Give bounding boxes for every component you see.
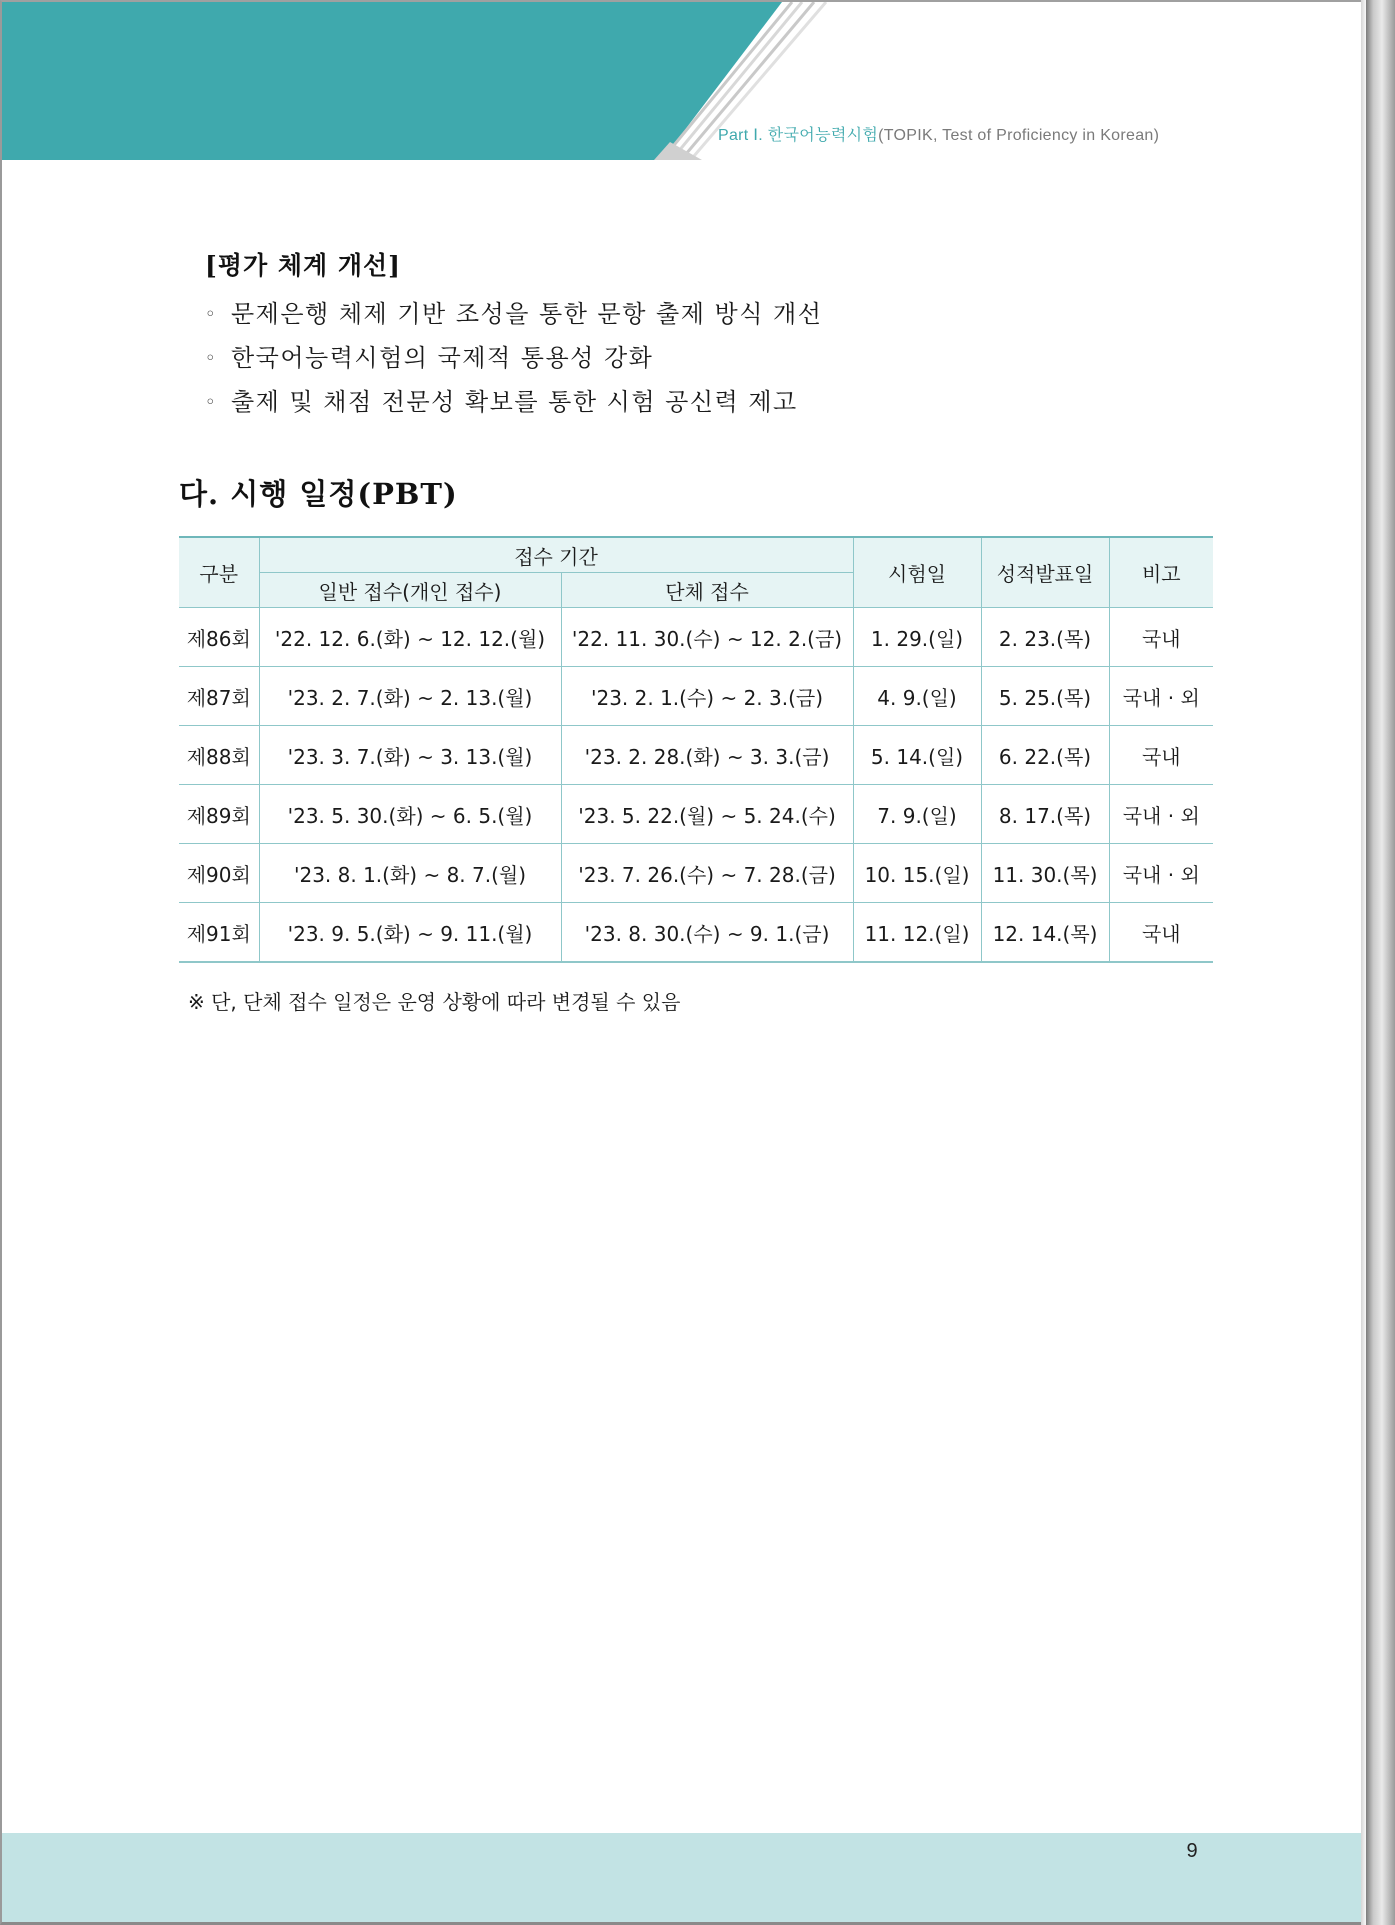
cell-general: '22. 12. 6.(화) ~ 12. 12.(월) [259,608,561,667]
cell-exam: 7. 9.(일) [853,785,981,844]
page-edge [1366,0,1395,1925]
schedule-note: ※ 단, 단체 접수 일정은 운영 상황에 따라 변경될 수 있음 [188,990,681,1014]
cell-group: '23. 2. 1.(수) ~ 2. 3.(금) [561,667,853,726]
running-header [718,122,1159,145]
header-banner [2,2,1366,160]
cell-result: 11. 30.(목) [981,844,1109,903]
header-remarks: 비고 [1109,537,1213,608]
header-registration-period: 접수 기간 [259,537,853,573]
cell-result: 12. 14.(목) [981,903,1109,963]
cell-group: '23. 2. 28.(화) ~ 3. 3.(금) [561,726,853,785]
bullet-icon: ◦ [205,348,218,369]
header-group: 단체 접수 [561,573,853,608]
table-row [179,903,1213,963]
cell-note: 국내 [1109,726,1213,785]
cell-result: 5. 25.(목) [981,667,1109,726]
cell-note: 국내 [1109,608,1213,667]
header-result-date: 성적발표일 [981,537,1109,608]
header-exam-date: 시험일 [853,537,981,608]
cell-exam: 10. 15.(일) [853,844,981,903]
cell-round: 제88회 [179,726,259,785]
list-item: ◦ 한국어능력시험의 국제적 통용성 강화 [205,336,822,380]
cell-round: 제90회 [179,844,259,903]
cell-general: '23. 5. 30.(화) ~ 6. 5.(월) [259,785,561,844]
cell-round: 제86회 [179,608,259,667]
cell-general: '23. 8. 1.(화) ~ 8. 7.(월) [259,844,561,903]
cell-round: 제89회 [179,785,259,844]
cell-note: 국내 · 외 [1109,844,1213,903]
header-general: 일반 접수(개인 접수) [259,573,561,608]
page-number: 9 [1186,1840,1198,1862]
cell-result: 2. 23.(목) [981,608,1109,667]
part-label: Part Ⅰ. 한국어능력시험 [718,127,879,144]
cell-group: '23. 5. 22.(월) ~ 5. 24.(수) [561,785,853,844]
cell-note: 국내 [1109,903,1213,963]
cell-result: 8. 17.(목) [981,785,1109,844]
cell-round: 제87회 [179,667,259,726]
cell-exam: 11. 12.(일) [853,903,981,963]
cell-result: 6. 22.(목) [981,726,1109,785]
cell-general: '23. 2. 7.(화) ~ 2. 13.(월) [259,667,561,726]
schedule-table [179,536,1213,963]
evaluation-title: [평가 체계 개선] [205,251,401,280]
header-category: 구분 [179,537,259,608]
bullet-icon: ◦ [205,304,218,325]
table-row [179,667,1213,726]
cell-note: 국내 · 외 [1109,667,1213,726]
cell-group: '22. 11. 30.(수) ~ 12. 2.(금) [561,608,853,667]
cell-note: 국내 · 외 [1109,785,1213,844]
bullet-icon: ◦ [205,392,218,413]
list-item: ◦ 출제 및 채점 전문성 확보를 통한 시험 공신력 제고 [205,380,822,424]
cell-group: '23. 8. 30.(수) ~ 9. 1.(금) [561,903,853,963]
cell-round: 제91회 [179,903,259,963]
section-title: 다. 시행 일정(PBT) [179,477,458,511]
table-row [179,785,1213,844]
cell-general: '23. 9. 5.(화) ~ 9. 11.(월) [259,903,561,963]
evaluation-list [205,292,822,424]
cell-general: '23. 3. 7.(화) ~ 3. 13.(월) [259,726,561,785]
cell-group: '23. 7. 26.(수) ~ 7. 28.(금) [561,844,853,903]
cell-exam: 4. 9.(일) [853,667,981,726]
cell-exam: 5. 14.(일) [853,726,981,785]
table-row [179,844,1213,903]
cell-exam: 1. 29.(일) [853,608,981,667]
table-row [179,608,1213,667]
footer-band [2,1833,1366,1925]
table-row [179,726,1213,785]
part-subtitle: (TOPIK, Test of Proficiency in Korean) [878,127,1160,144]
list-item: ◦ 문제은행 체제 기반 조성을 통한 문항 출제 방식 개선 [205,292,822,336]
